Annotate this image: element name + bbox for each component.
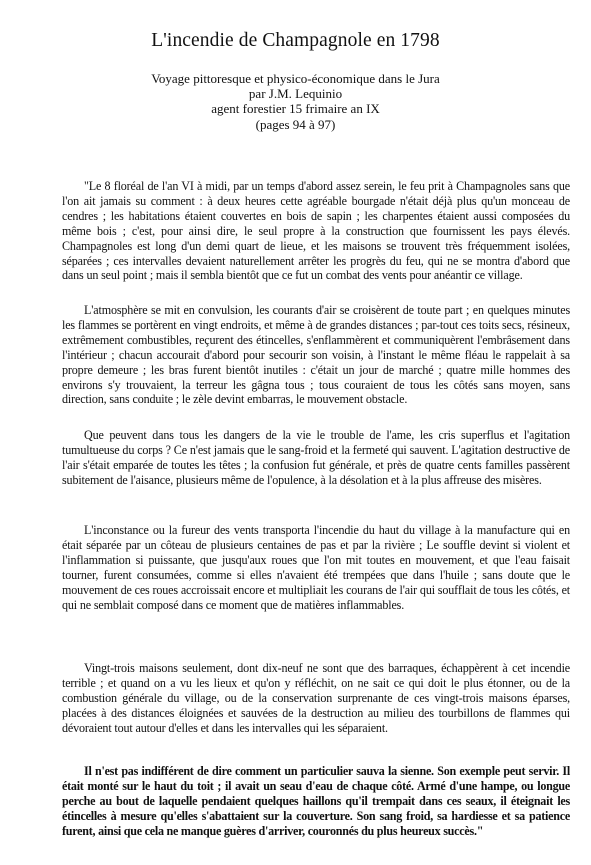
source-author: par J.M. Lequinio: [248, 86, 343, 102]
paragraph-5: Vingt-trois maisons seulement, dont dix-neuf ne sont que des barraques, échappèrent à cet incendie terrible ; et quand on a vu les lieux et qu'on y réfléchit, on ne sait ce qui doit le plus étonner, ou de la combustion générale du village, ou de la conservation surprenante de ces vingt-trois maisons éparses, placées à des distances éloignées et sauvées de la destruction au milieu des tourbillons de flammes qui dévoraient tout autour d'elles et dans les intervalles qui les séparaient.: [62, 661, 570, 735]
source-block: [0, 71, 591, 132]
paragraph-3: Que peuvent dans tous les dangers de la vie le trouble de l'ame, les cris superflus et l'agitation tumultueuse du corps ? Ce n'est jamais que le sang-froid et la fermeté qui sauvent. L'agitation destructive de l'air s'était emparée de toutes les têtes ; la confusion fut générale, et près de quatre cents familles passèrent subitement de l'aisance, plusieurs même de l'opulence, à la désolation et à la plus affreuse des misères.: [62, 428, 570, 487]
paragraph-4: L'inconstance ou la fureur des vents transporta l'incendie du haut du village à la manufacture qui en était séparée par un côteau de plusieurs centaines de pas et par la rivière ; Le souffle devint si violent et l'inflammation si puissante, que jusqu'aux roues que l'on mit toutes en mouvement, et que l'eau faisait tourner, furent consumées, comme si elles n'avaient été trempées que dans l'huile ; sans doute que le mouvement de ces roues accroissait encore et multipliait les courans de l'air qui soufflait de tous les côtés, et qui ne semblait composé dans ce moment que de matières inflammables.: [62, 523, 570, 612]
document-title: L'incendie de Champagnole en 1798: [151, 30, 440, 51]
source-pages: (pages 94 à 97): [255, 116, 336, 132]
paragraph-6: Il n'est pas indifférent de dire comment un particulier sauva la sienne. Son exemple peut servir. Il était monté sur le haut du toit ; il avait un seau d'eau de chaque côté. Armé d'une hampe, ou longue perche au bout de laquelle pendaient quelques haillons qu'il trempait dans ces seaux, il éteignait les étincelles à mesure qu'elles s'abattaient sur la couverture. Son sang froid, sa hardiesse et sa patience furent, ainsi que cela ne manque guères d'arriver, couronnés du plus heureux succès.": [62, 764, 570, 838]
source-work-title: Voyage pittoresque et physico-économique dans le Jura: [151, 71, 440, 86]
paragraph-1: "Le 8 floréal de l'an VI à midi, par un temps d'abord assez serein, le feu prit à Champagnoles sans que l'on ait jamais su comment : à deux heures cette agréable bourgade n'était déjà plus qu'un monceau de cendres ; les habitations étaient couvertes en bois de sapin ; les charpentes étaient aussi composées du même bois ; c'est, pour ainsi dire, le seul propre à la construction que fournissent les pays élevés. Champagnoles est long d'un demi quart de lieue, et les maisons se trouvent très fréquemment isolées, séparées ; ces intervalles devaient naturellement arrêter les progrès du feu, qui ne se montra d'abord que dans un seul point ; mais il sembla bientôt que ce fut un combat des vents pour anéantir ce village.: [62, 179, 570, 283]
paragraph-2: L'atmosphère se mit en convulsion, les courants d'air se croisèrent de toute part ; en quelques minutes les flammes se portèrent en vingt endroits, et même à de grandes distances ; par-tout ces toits secs, résineux, extrêmement combustibles, reçurent des étincelles, s'enflammèrent et communiquèrent l'embrâsement dans l'intérieur ; chacun accourait d'abord pour secourir son voisin, à l'instant le même fléau le rappelait à sa propre demeure ; les bras furent bientôt inutiles : c'était un jour de marché ; quatre mille hommes des environs s'y trouvaient, la terreur les gâgna tous ; tous couraient de tous les côtés sans moyen, sans direction, sans conduite ; le zèle devint embarras, le mouvement obstacle.: [62, 303, 570, 407]
source-author-role: agent forestier 15 frimaire an IX: [211, 101, 380, 117]
